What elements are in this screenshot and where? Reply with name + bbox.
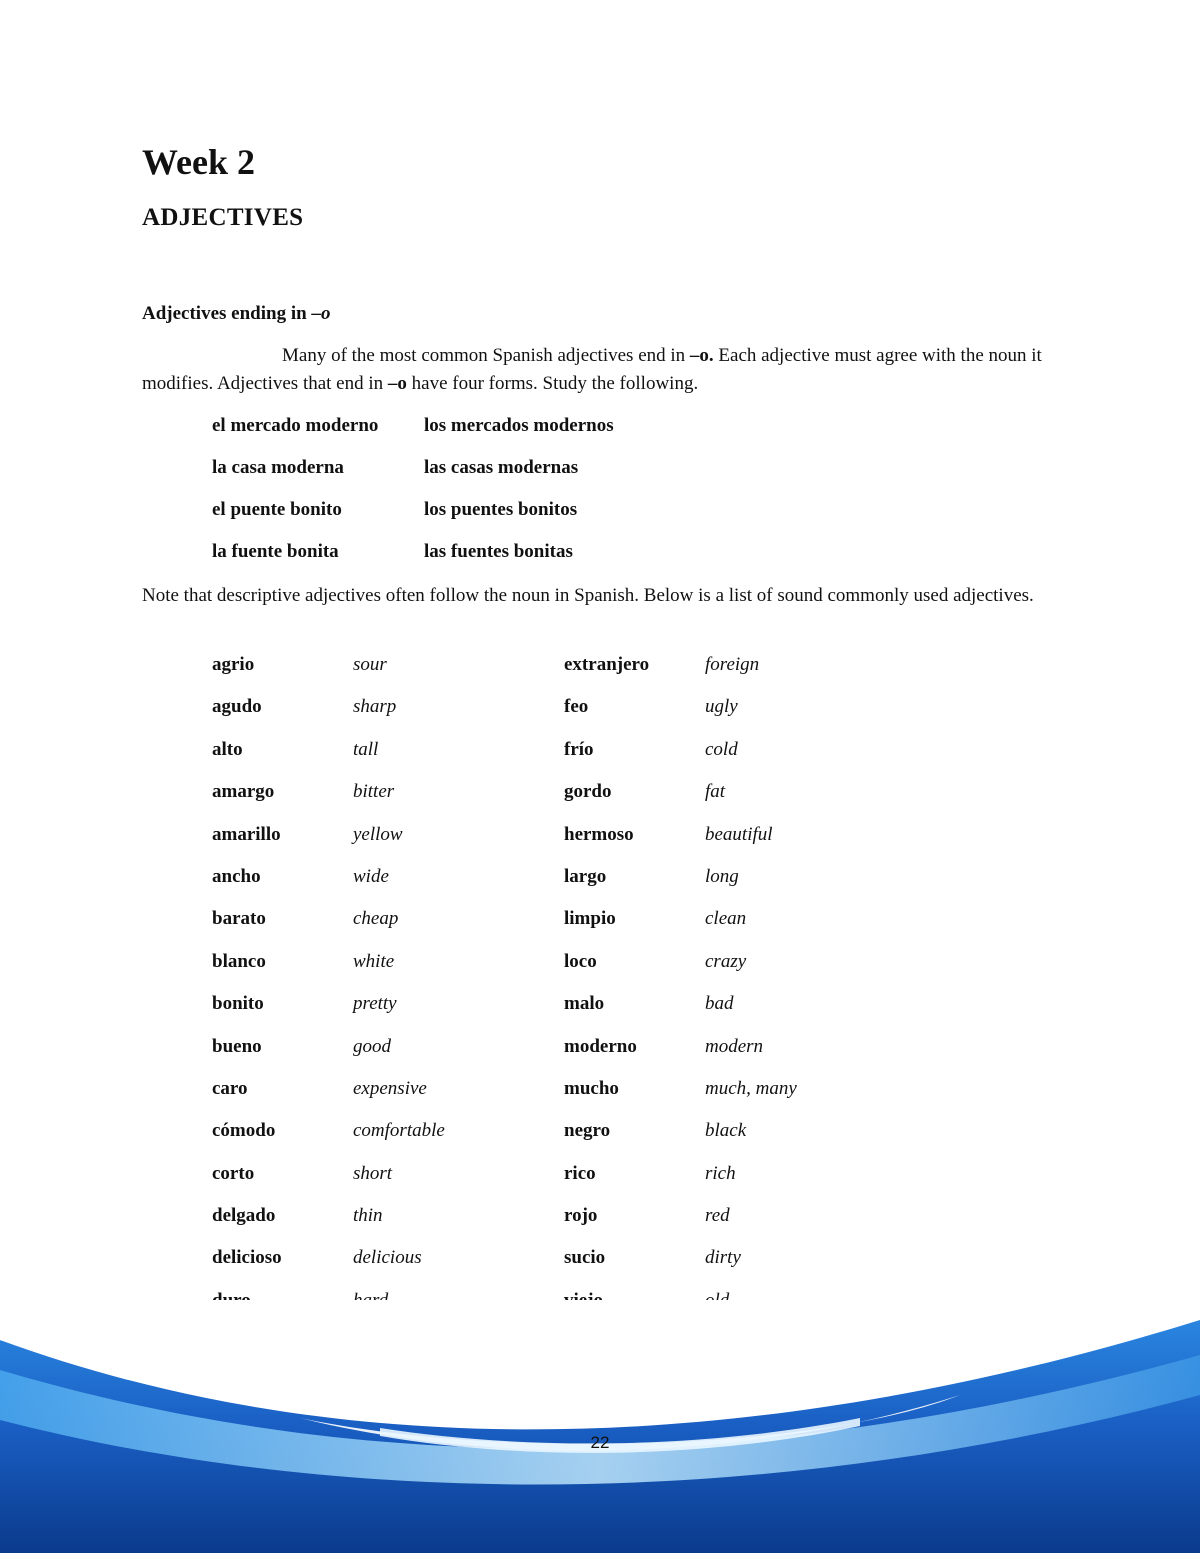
vocab-list-left — [212, 651, 562, 1372]
vocab-row — [564, 990, 914, 1032]
vocab-spanish: caro — [212, 1077, 248, 1099]
vocab-row — [564, 778, 914, 820]
vocab-row — [212, 1160, 562, 1202]
vocab-spanish: largo — [564, 865, 607, 887]
vocab-spanish: agrio — [212, 654, 255, 675]
vocab-spanish: amargo — [212, 781, 275, 803]
vocab-spanish: mucho — [564, 1077, 619, 1099]
section-title: ADJECTIVES — [142, 204, 304, 231]
vocab-row — [564, 905, 914, 947]
vocab-row — [564, 948, 914, 990]
vocab-spanish: delicioso — [212, 1247, 282, 1269]
vocab-spanish: rico — [564, 1162, 596, 1184]
subheading — [142, 301, 330, 327]
vocab-spanish: frío — [564, 738, 594, 760]
vocab-english: cold — [705, 738, 738, 760]
footer-wave-decoration — [0, 1300, 1200, 1553]
vocab-spanish: alto — [212, 738, 243, 760]
vocab-row — [212, 1033, 562, 1075]
vocab-english: thin — [353, 1205, 383, 1227]
form-plural: los mercados modernos — [424, 415, 614, 436]
vocab-spanish: barato — [212, 908, 266, 930]
form-row — [212, 496, 712, 538]
vocab-english: modern — [705, 1035, 764, 1057]
vocab-row — [564, 736, 914, 778]
vocab-spanish: malo — [564, 993, 605, 1015]
form-row — [212, 538, 712, 580]
vocab-row — [212, 905, 562, 947]
subheading-suffix: –o — [311, 303, 331, 324]
vocab-english: much, many — [705, 1077, 797, 1099]
vocab-spanish: agudo — [212, 696, 262, 718]
vocab-english: fat — [705, 781, 726, 803]
vocab-row — [212, 990, 562, 1032]
form-singular: el mercado moderno — [212, 415, 379, 436]
vocab-list-right — [564, 651, 914, 1329]
vocab-row — [564, 1202, 914, 1244]
vocab-english: delicious — [353, 1247, 422, 1269]
vocab-row — [212, 1075, 562, 1117]
intro-part1: Many of the most common Spanish adjectives end in — [282, 345, 690, 366]
vocab-spanish: blanco — [212, 950, 266, 972]
vocab-english: short — [353, 1162, 393, 1184]
vocab-english: red — [705, 1205, 730, 1227]
vocab-english: white — [353, 950, 395, 972]
vocab-row — [212, 863, 562, 905]
vocab-row — [564, 1160, 914, 1202]
vocab-spanish: extranjero — [564, 654, 650, 675]
vocab-spanish: bonito — [212, 993, 264, 1015]
vocab-english: dirty — [705, 1247, 741, 1269]
form-plural: las casas modernas — [424, 457, 579, 478]
vocab-spanish: rojo — [564, 1205, 598, 1227]
vocab-row — [212, 778, 562, 820]
vocab-english: crazy — [705, 950, 747, 972]
vocab-english: beautiful — [705, 823, 773, 845]
vocab-spanish: ancho — [212, 865, 261, 887]
vocab-spanish: loco — [564, 950, 597, 972]
form-plural: los puentes bonitos — [424, 499, 578, 520]
adjective-forms-table — [212, 412, 712, 580]
vocab-english: bad — [705, 993, 734, 1015]
vocab-row — [212, 693, 562, 735]
intro-bold1: –o. — [689, 345, 714, 366]
vocab-english: ugly — [705, 696, 738, 718]
vocab-english: bitter — [353, 781, 395, 803]
form-row — [212, 412, 712, 454]
vocab-spanish: delgado — [212, 1205, 276, 1227]
vocab-spanish: gordo — [564, 781, 612, 803]
vocab-row — [564, 1117, 914, 1159]
vocab-row — [564, 651, 914, 693]
vocab-row — [212, 1202, 562, 1244]
intro-part2: Each adjective must agree with the noun it modifies. Adjectives that end in — [142, 345, 1042, 394]
vocab-spanish: sucio — [564, 1247, 606, 1269]
vocab-row — [564, 1244, 914, 1286]
vocab-english: long — [705, 865, 739, 887]
vocab-row — [212, 1244, 562, 1286]
vocab-row — [564, 821, 914, 863]
vocab-spanish: hermoso — [564, 823, 634, 845]
vocab-spanish: limpio — [564, 908, 616, 930]
vocab-english: tall — [353, 738, 379, 760]
form-row — [212, 454, 712, 496]
subheading-text: Adjectives ending in — [142, 303, 312, 324]
vocab-english: clean — [705, 908, 747, 930]
intro-paragraph — [142, 342, 1062, 398]
vocab-english: sour — [353, 654, 387, 675]
form-plural: las fuentes bonitas — [424, 541, 573, 562]
vocab-spanish: cómodo — [212, 1120, 276, 1142]
vocab-english: rich — [705, 1162, 736, 1184]
vocab-english: cheap — [353, 908, 399, 930]
vocab-spanish: negro — [564, 1120, 611, 1142]
page-number: 22 — [590, 1433, 610, 1452]
form-singular: el puente bonito — [212, 499, 342, 520]
week-title: Week 2 — [142, 142, 255, 182]
vocab-english: black — [705, 1120, 747, 1142]
vocab-spanish: moderno — [564, 1035, 637, 1057]
form-singular: la casa moderna — [212, 457, 344, 478]
vocab-spanish: corto — [212, 1162, 255, 1184]
vocab-row — [212, 736, 562, 778]
vocab-row — [564, 863, 914, 905]
vocab-row — [212, 651, 562, 693]
form-singular: la fuente bonita — [212, 541, 339, 562]
vocab-row — [212, 821, 562, 863]
vocab-spanish: amarillo — [212, 823, 281, 845]
vocab-row — [564, 1033, 914, 1075]
vocab-row — [212, 948, 562, 990]
vocab-english: sharp — [353, 696, 397, 718]
vocab-row — [564, 693, 914, 735]
vocab-spanish: feo — [564, 696, 589, 718]
intro-bold2: –o — [387, 373, 407, 394]
vocab-row — [564, 1075, 914, 1117]
vocab-english: good — [353, 1035, 391, 1057]
vocab-english: wide — [353, 865, 389, 887]
vocab-spanish: bueno — [212, 1035, 262, 1057]
vocab-english: expensive — [353, 1077, 427, 1099]
vocab-row — [212, 1117, 562, 1159]
vocab-english: yellow — [353, 823, 403, 845]
vocab-english: comfortable — [353, 1120, 445, 1142]
intro-part3: have four forms. Study the following. — [406, 373, 699, 394]
vocab-english: pretty — [353, 993, 397, 1015]
vocab-english: foreign — [705, 654, 760, 675]
note-paragraph: Note that descriptive adjectives often follow the noun in Spanish. Below is a list of sound commonly used adjectives. — [142, 585, 1034, 606]
